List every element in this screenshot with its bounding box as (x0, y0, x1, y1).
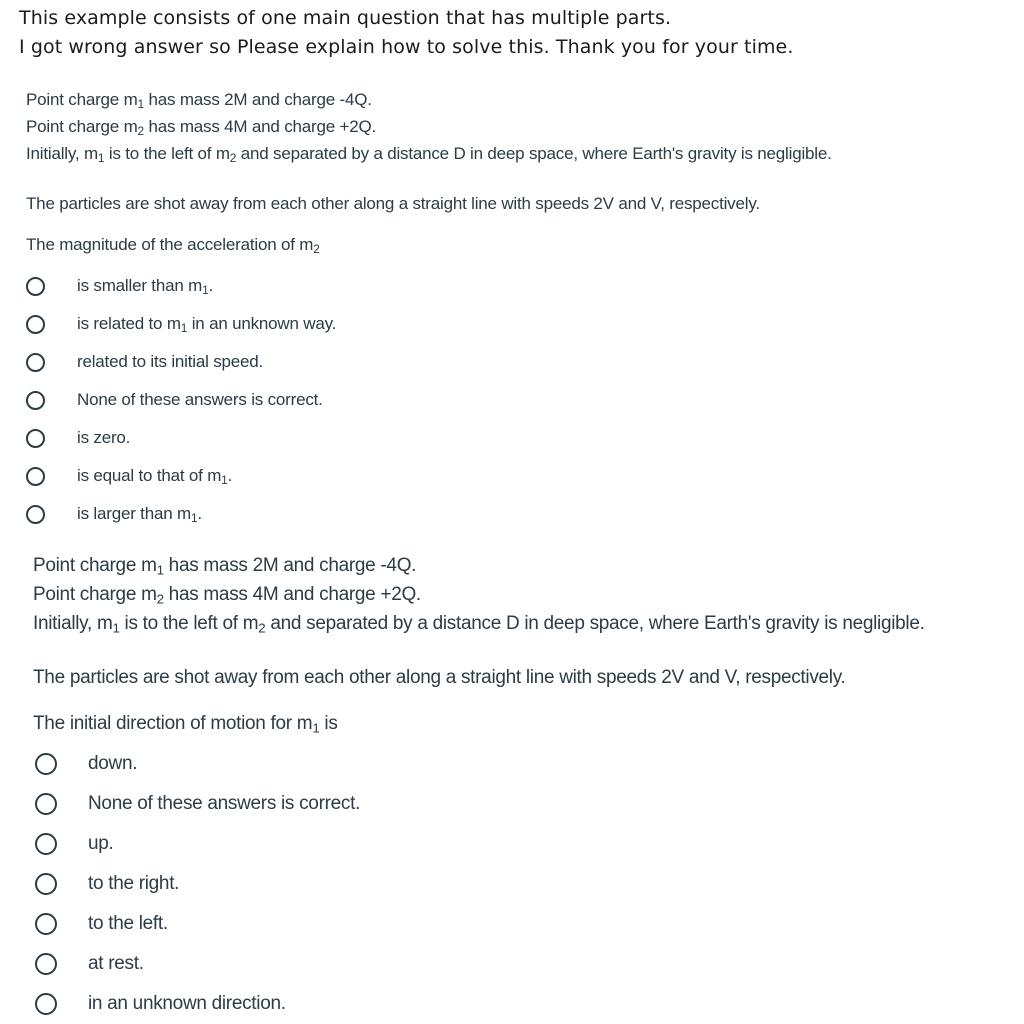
intro-line-2: I got wrong answer so Please explain how to solve this. Thank you for your time. (19, 36, 794, 58)
radio-button[interactable] (26, 353, 45, 372)
q1-initially: Initially, $m_1$ is to the left of $m_2$ and separated by a distance D in deep space, where Earth's gravity is negligible. (26, 144, 832, 165)
q1-prompt: The magnitude of the acceleration of $m_2$ (26, 235, 320, 256)
q2-charge-1: Point charge $m_1$ has mass 2M and charge -4Q. (33, 555, 417, 578)
q2-initially: Initially, $m_1$ is to the left of $m_2$ and separated by a distance D in deep space, where Earth's gravity is negligible. (33, 613, 925, 636)
option-label: in an unknown direction. (88, 993, 286, 1014)
q2-option[interactable] (35, 744, 360, 784)
radio-button[interactable] (26, 505, 45, 524)
radio-button[interactable] (35, 753, 57, 775)
q2-shot: The particles are shot away from each other along a straight line with speeds 2V and V, respectively. (33, 667, 846, 688)
option-label: None of these answers is correct. (77, 390, 323, 409)
option-label: down. (88, 753, 138, 774)
q1-option[interactable] (26, 343, 336, 381)
q2-option[interactable] (35, 904, 360, 944)
radio-button[interactable] (35, 993, 57, 1015)
q1-option[interactable] (26, 381, 336, 419)
radio-button[interactable] (35, 953, 57, 975)
radio-button[interactable] (26, 277, 45, 296)
option-label: is equal to that of $m_1$. (77, 466, 233, 487)
option-label: up. (88, 833, 114, 854)
radio-button[interactable] (35, 913, 57, 935)
q2-charge-2: Point charge $m_2$ has mass 4M and charge +2Q. (33, 584, 421, 607)
question-1 (26, 86, 832, 258)
option-label: is related to $m_1$ in an unknown way. (77, 314, 337, 335)
q1-option[interactable] (26, 267, 336, 305)
intro-text (19, 4, 793, 62)
radio-button[interactable] (26, 429, 45, 448)
q2-prompt: The initial direction of motion for $m_1$ is (33, 713, 338, 736)
q1-option[interactable] (26, 305, 336, 343)
q1-shot: The particles are shot away from each other along a straight line with speeds 2V and V, respectively. (26, 194, 760, 213)
q1-options (26, 267, 336, 533)
question-2 (33, 551, 925, 738)
q2-option[interactable] (35, 824, 360, 864)
radio-button[interactable] (35, 833, 57, 855)
radio-button[interactable] (26, 391, 45, 410)
option-label: to the right. (88, 873, 180, 894)
q2-options (35, 744, 360, 1024)
radio-button[interactable] (26, 467, 45, 486)
intro-line-1: This example consists of one main question that has multiple parts. (19, 7, 672, 29)
option-label: at rest. (88, 953, 144, 974)
q1-charge-1: Point charge $m_1$ has mass 2M and charge -4Q. (26, 90, 372, 111)
q2-option[interactable] (35, 864, 360, 904)
option-label: is zero. (77, 428, 131, 447)
option-label: related to its initial speed. (77, 352, 264, 371)
q2-option[interactable] (35, 784, 360, 824)
q1-option[interactable] (26, 457, 336, 495)
option-label: to the left. (88, 913, 168, 934)
option-label: None of these answers is correct. (88, 793, 361, 814)
radio-button[interactable] (35, 793, 57, 815)
radio-button[interactable] (26, 315, 45, 334)
q2-option[interactable] (35, 984, 360, 1024)
q1-option[interactable] (26, 495, 336, 533)
option-label: is larger than $m_1$. (77, 504, 202, 525)
q1-option[interactable] (26, 419, 336, 457)
q1-charge-2: Point charge $m_2$ has mass 4M and charge +2Q. (26, 117, 377, 138)
radio-button[interactable] (35, 873, 57, 895)
option-label: is smaller than $m_1$. (77, 276, 214, 297)
q2-option[interactable] (35, 944, 360, 984)
